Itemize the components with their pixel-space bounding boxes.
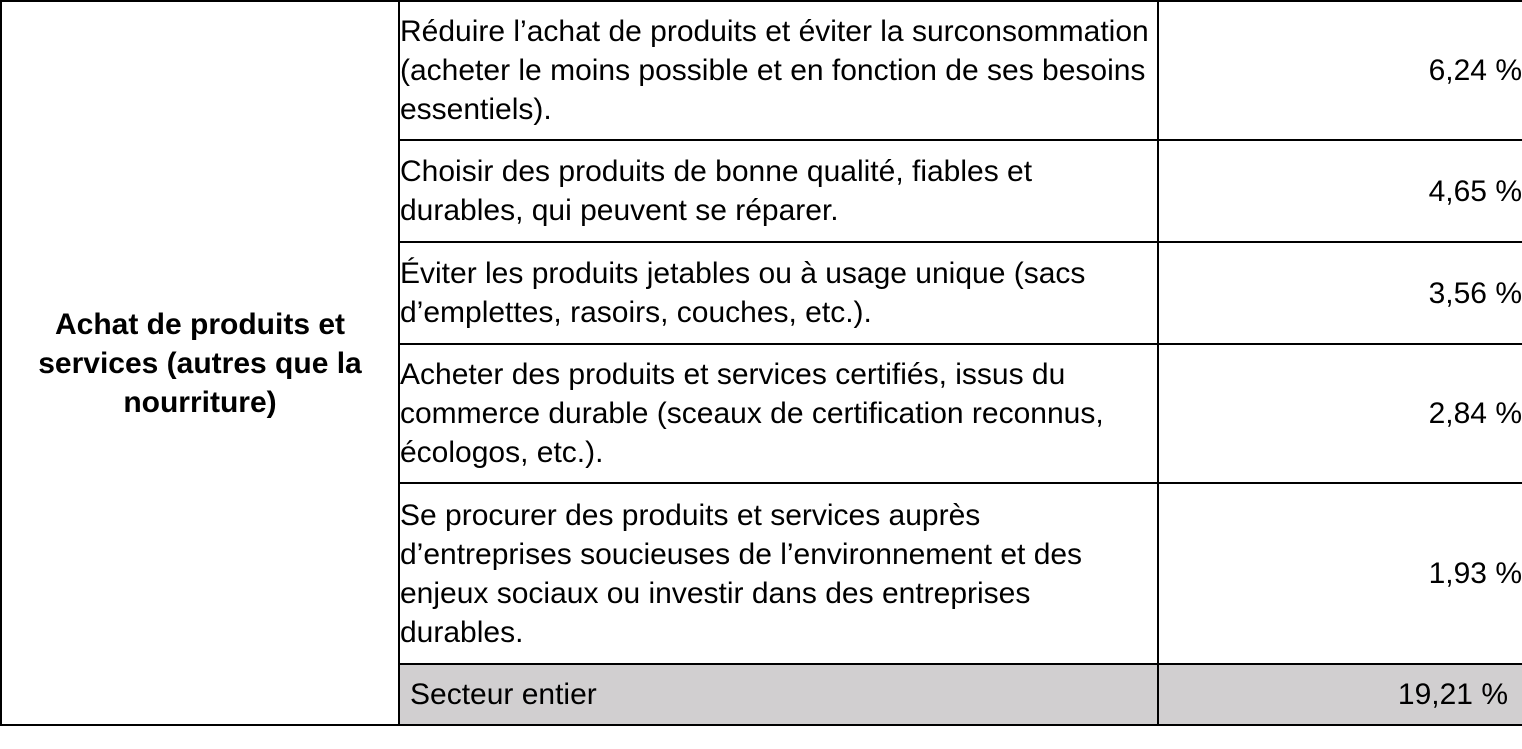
total-label: Secteur entier <box>399 664 1158 725</box>
sector-name: Achat de produits et services (autres que la nourriture) <box>1 1 399 725</box>
table-row <box>1 1 1522 140</box>
action-text: Acheter des produits et services certifiés, issus du commerce durable (sceaux de certification reconnus, écologos, etc.). <box>399 344 1158 483</box>
action-text: Réduire l’achat de produits et éviter la surconsommation (acheter le moins possible et en fonction de ses besoins essentiels). <box>399 1 1158 140</box>
action-percent: 4,65 % <box>1158 140 1522 242</box>
action-percent: 3,56 % <box>1158 242 1522 344</box>
action-text: Éviter les produits jetables ou à usage unique (sacs d’emplettes, rasoirs, couches, etc.). <box>399 242 1158 344</box>
total-percent: 19,21 % <box>1158 664 1522 725</box>
action-percent: 2,84 % <box>1158 344 1522 483</box>
action-text: Se procurer des produits et services auprès d’entreprises soucieuses de l’environnement et des enjeux sociaux ou investir dans des entreprises durables. <box>399 483 1158 664</box>
action-percent: 1,93 % <box>1158 483 1522 664</box>
action-percent: 6,24 % <box>1158 1 1522 140</box>
action-text: Choisir des produits de bonne qualité, fiables et durables, qui peuvent se réparer. <box>399 140 1158 242</box>
